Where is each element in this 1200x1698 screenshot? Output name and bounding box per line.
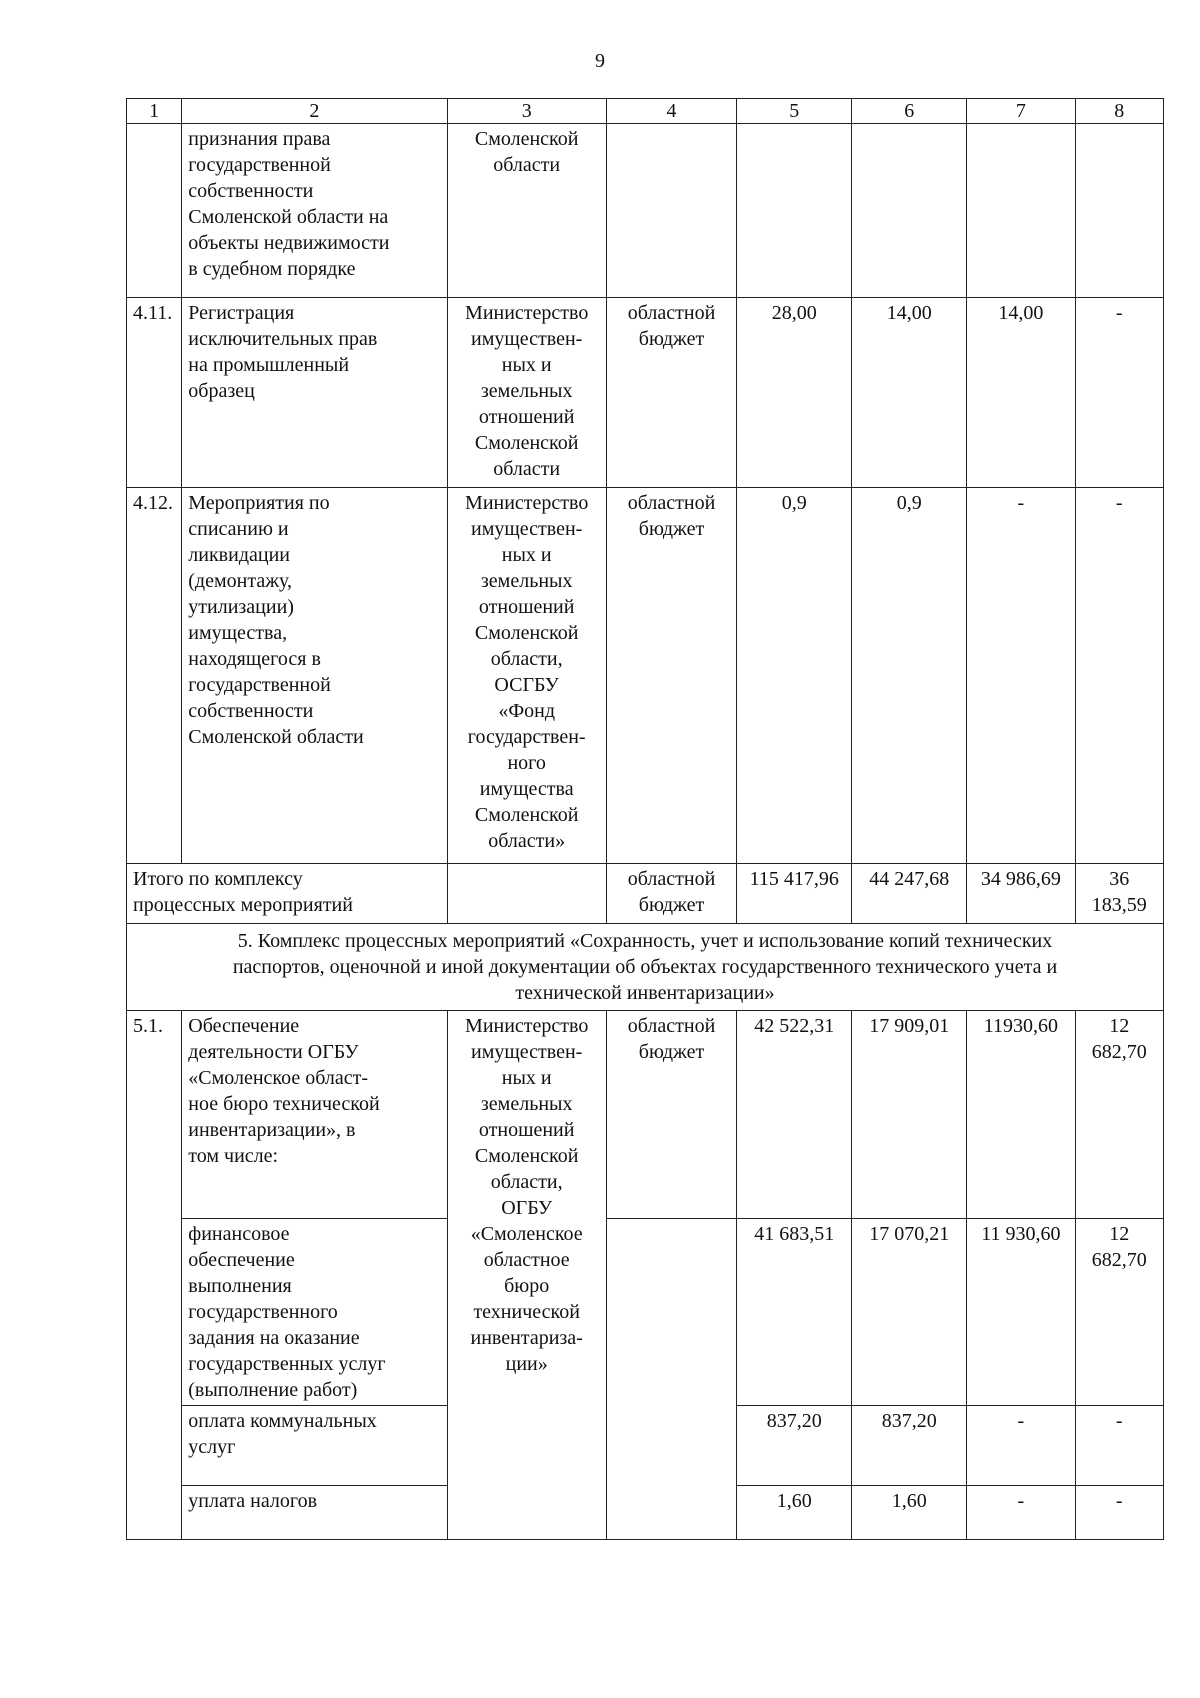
executor: Министерство имуществен- ных и земельных отношений Смоленской области	[447, 298, 606, 488]
value-col8: 12 682,70	[1075, 1011, 1164, 1219]
col-header-3: 3	[447, 99, 606, 124]
page-number: 9	[595, 50, 605, 72]
value-col7: -	[967, 488, 1075, 864]
value-col5: 42 522,31	[737, 1011, 852, 1219]
executor: Министерство имуществен- ных и земельных отношений Смоленской области, ОГБУ «Смоленское областное бюро технической инвентаризa- ции»	[447, 1011, 606, 1540]
value-col6	[852, 124, 967, 298]
value-col5: 837,20	[737, 1406, 852, 1486]
funding-source	[606, 124, 736, 298]
value-col6: 17 909,01	[852, 1011, 967, 1219]
executor: Министерство имуществен- ных и земельных отношений Смоленской области, ОСГБУ «Фонд государствен- ного имущества Смоленской области»	[447, 488, 606, 864]
budget-table	[126, 98, 1164, 1540]
value-col6: 837,20	[852, 1406, 967, 1486]
row-4-12	[127, 488, 1164, 864]
row-5-1	[127, 1011, 1164, 1219]
col-header-6: 6	[852, 99, 967, 124]
value-col8: -	[1075, 488, 1164, 864]
value-col8: -	[1075, 1486, 1164, 1540]
activity-name: финансовое обеспечение выполнения государственного задания на оказание государственных услуг (выполнение работ)	[182, 1219, 447, 1406]
value-col5	[737, 124, 852, 298]
col-header-8: 8	[1075, 99, 1164, 124]
value-col7: -	[967, 1486, 1075, 1540]
value-col6: 44 247,68	[852, 864, 967, 924]
row-4-11	[127, 298, 1164, 488]
row-num: 5.1.	[127, 1011, 182, 1540]
value-col7: 34 986,69	[967, 864, 1075, 924]
value-col8: -	[1075, 1406, 1164, 1486]
funding-source: областной бюджет	[606, 488, 736, 864]
value-col5: 41 683,51	[737, 1219, 852, 1406]
value-col5: 0,9	[737, 488, 852, 864]
col-header-1: 1	[127, 99, 182, 124]
col-header-2: 2	[182, 99, 447, 124]
column-number-row	[127, 99, 1164, 124]
activity-name: уплата налогов	[182, 1486, 447, 1540]
executor: Смоленской области	[447, 124, 606, 298]
funding-source: областной бюджет	[606, 1011, 736, 1219]
value-col6: 0,9	[852, 488, 967, 864]
funding-source: областной бюджет	[606, 864, 736, 924]
value-col7: 11930,60	[967, 1011, 1075, 1219]
activity-name: Регистрация исключительных прав на промышленный образец	[182, 298, 447, 488]
col-header-4: 4	[606, 99, 736, 124]
value-col5: 28,00	[737, 298, 852, 488]
value-col7: 14,00	[967, 298, 1075, 488]
activity-name: Обеспечение деятельности ОГБУ «Смоленское област- ное бюро технической инвентаризации», в том числе:	[182, 1011, 447, 1219]
value-col8	[1075, 124, 1164, 298]
activity-name: признания права государственной собственности Смоленской области на объекты недвижимости в судебном порядке	[182, 124, 447, 298]
section-5-title: 5. Комплекс процессных мероприятий «Сохранность, учет и использование копий технических паспортов, оценочной и иной документации об объектах государственного технического учета и технической инвентаризации»	[127, 924, 1164, 1011]
row-num: 4.11.	[127, 298, 182, 488]
value-col8: 12 682,70	[1075, 1219, 1164, 1406]
value-col7: -	[967, 1406, 1075, 1486]
col-header-7: 7	[967, 99, 1075, 124]
value-col5: 115 417,96	[737, 864, 852, 924]
executor	[447, 864, 606, 924]
total-row	[127, 864, 1164, 924]
col-header-5: 5	[737, 99, 852, 124]
sub-row-financing	[127, 1219, 1164, 1406]
value-col7: 11 930,60	[967, 1219, 1075, 1406]
activity-name: Мероприятия по списанию и ликвидации (демонтажу, утилизации) имущества, находящегося в государственной собственности Смоленской области	[182, 488, 447, 864]
row-num: 4.12.	[127, 488, 182, 864]
funding-source: областной бюджет	[606, 298, 736, 488]
value-col5: 1,60	[737, 1486, 852, 1540]
value-col8: -	[1075, 298, 1164, 488]
value-col6: 1,60	[852, 1486, 967, 1540]
continuation-row	[127, 124, 1164, 298]
value-col6: 14,00	[852, 298, 967, 488]
funding-source	[606, 1219, 736, 1540]
section-5-header-row	[127, 924, 1164, 1011]
row-num	[127, 124, 182, 298]
total-label: Итого по комплексу процессных мероприятий	[127, 864, 448, 924]
value-col6: 17 070,21	[852, 1219, 967, 1406]
activity-name: оплата коммунальных услуг	[182, 1406, 447, 1486]
value-col7	[967, 124, 1075, 298]
value-col8: 36 183,59	[1075, 864, 1164, 924]
